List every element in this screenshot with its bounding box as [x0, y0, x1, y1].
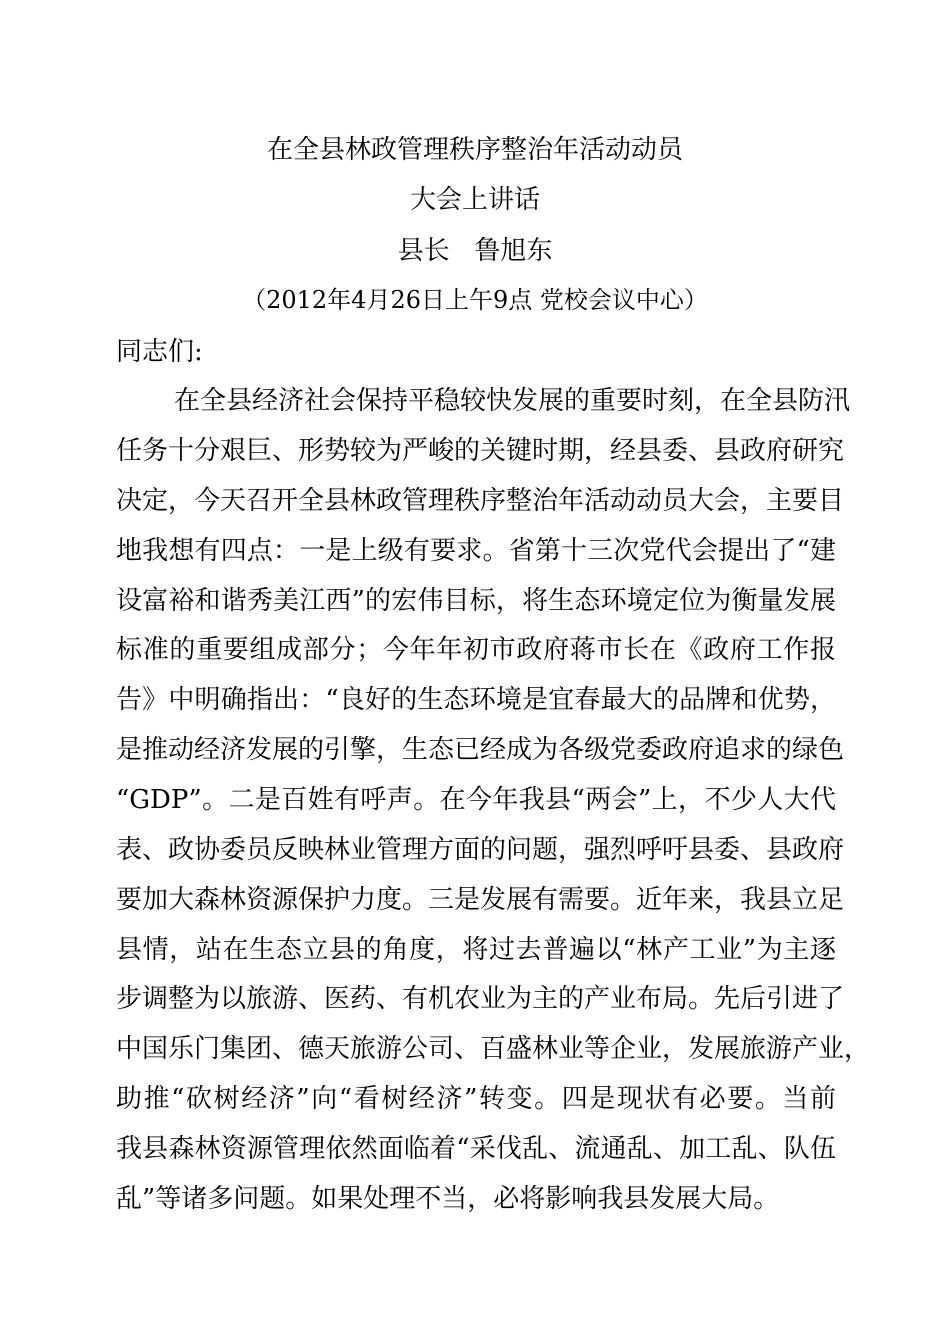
body-line: 县情，站在生态立县的角度，将过去普遍以“林产工业”为主逐 — [116, 935, 836, 965]
body-line: “GDP”。二是百姓有呼声。在今年我县“两会”上，不少人大代 — [116, 785, 836, 815]
body-line: 中国乐门集团、德天旅游公司、百盛林业等企业，发展旅游产业， — [116, 1034, 871, 1064]
body-line: 任务十分艰巨、形势较为严峻的关键时期，经县委、县政府研究 — [116, 436, 845, 466]
speaker-line: 县长 鲁旭东 — [397, 236, 553, 266]
body-line: 乱”等诸多问题。如果处理不当，必将影响我县发展大局。 — [116, 1184, 780, 1214]
body-line: 我县森林资源管理依然面临着“采伐乱、流通乱、加工乱、队伍 — [116, 1134, 836, 1164]
body-line: 地我想有四点：一是上级有要求。省第十三次党代会提出了“建 — [116, 536, 836, 566]
body-line: 步调整为以旅游、医药、有机农业为主的产业布局。先后引进了 — [116, 984, 845, 1014]
meeting-info-line: （2012年4月26日上午9点 党校会议中心） — [242, 286, 708, 314]
salutation: 同志们: — [116, 337, 203, 367]
body-line: 决定，今天召开全县林政管理秩序整治年活动动员大会，主要目 — [116, 486, 845, 516]
body-line: 在全县经济社会保持平稳较快发展的重要时刻，在全县防汛 — [174, 386, 851, 416]
body-line: 助推“砍树经济”向“看树经济”转变。四是现状有必要。当前 — [116, 1084, 836, 1114]
body-line: 要加大森林资源保护力度。三是发展有需要。近年来，我县立足 — [116, 885, 845, 915]
body-line: 标准的重要组成部分；今年年初市政府蒋市长在《政府工作报 — [116, 635, 836, 665]
body-line: 设富裕和谐秀美江西”的宏伟目标，将生态环境定位为衡量发展 — [116, 586, 836, 616]
body-line: 表、政协委员反映林业管理方面的问题，强烈呼吁县委、县政府 — [116, 835, 845, 865]
body-line: 是推动经济发展的引擎，生态已经成为各级党委政府追求的绿色 — [116, 735, 845, 765]
title-line-2: 大会上讲话 — [409, 185, 540, 215]
body-line: 告》中明确指出：“良好的生态环境是宜春最大的品牌和优势， — [116, 685, 836, 715]
title-line-1: 在全县林政管理秩序整治年活动动员 — [266, 135, 683, 165]
